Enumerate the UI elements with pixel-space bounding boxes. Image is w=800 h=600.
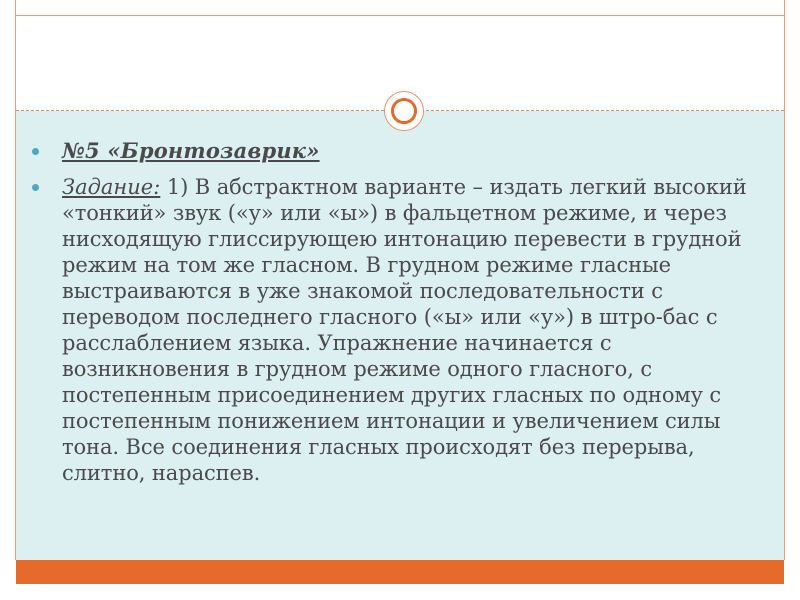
task-text: 1) В абстрактном варианте – издать легкий высокий «тонкий» звук («у» или «ы») в фальцетном режиме, и через нисходящую глиссирующею интонацию перевести в грудной режим на том же гласном. В грудном режиме гласные выстраиваются в уже знакомой последовательности с переводом последнего гласного («ы» или «у») в штро-бас с расслаблением языка. Упражнение начинается с возникновения в грудном режиме одного гласного, с постепенным присоединением других гласных по одному с постепенным понижением интонации и увеличением силы тона. Все соединения гласных происходят без перерыва, слитно, нараспев. [62, 175, 747, 485]
task-label: Задание: [62, 175, 161, 199]
bullet-item-task [30, 174, 770, 486]
bottom-accent-bar [16, 560, 784, 584]
bullet-dot-icon [32, 148, 39, 155]
frame-right-border [784, 0, 785, 560]
ornament-ring [391, 98, 417, 124]
circle-ornament-icon [384, 91, 424, 131]
exercise-title: №5 «Бронтозаврик» [62, 138, 320, 163]
bullet-list [30, 138, 770, 496]
bullet-dot-icon [32, 184, 39, 191]
bullet-item-title [30, 138, 770, 164]
